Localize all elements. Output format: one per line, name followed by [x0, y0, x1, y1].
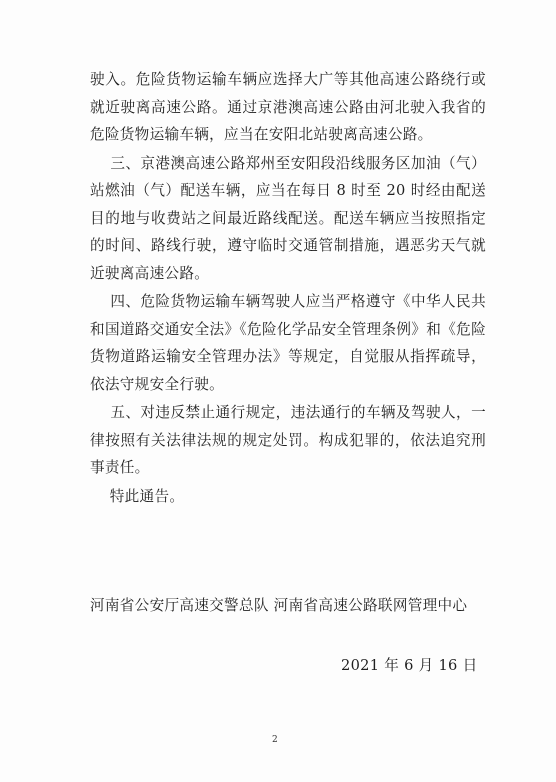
paragraph-item-5: 五、对违反禁止通行规定，违法通行的车辆及驾驶人，一律按照有关法律法规的规定处罚。构成犯罪的，依法追究刑事责任。	[90, 404, 486, 476]
paragraph-closing: 特此通告。	[90, 487, 185, 505]
paragraph-continuation: 驶入。危险货物运输车辆应选择大广等其他高速公路绕行或就近驶离高速公路。通过京港澳高速公路由河北驶入我省的危险货物运输车辆，应当在安阳北站驶离高速公路。	[90, 71, 486, 143]
issue-date: 2021 年 6 月 16 日	[341, 657, 478, 674]
signatories-line: 河南省公安厅高速交警总队 河南省高速公路联网管理中心	[90, 597, 468, 614]
paragraph-item-3: 三、京港澳高速公路郑州至安阳段沿线服务区加油（气）站燃油（气）配送车辆，应当在每日 8 时至 20 时经由配送目的地与收费站之间最近路线配送。配送车辆应当按照指定的时间、路线行驶，遵守临时交通管制措施，遇恶劣天气就近驶离高速公路。	[90, 154, 486, 282]
notice-body	[90, 66, 486, 510]
page-number: 2	[272, 735, 278, 745]
paragraph-item-4: 四、危险货物运输车辆驾驶人应当严格遵守《中华人民共和国道路交通安全法》《危险化学品安全管理条例》和《危险货物道路运输安全管理办法》等规定，自觉服从指挥疏导，依法守规安全行驶。	[90, 293, 486, 393]
